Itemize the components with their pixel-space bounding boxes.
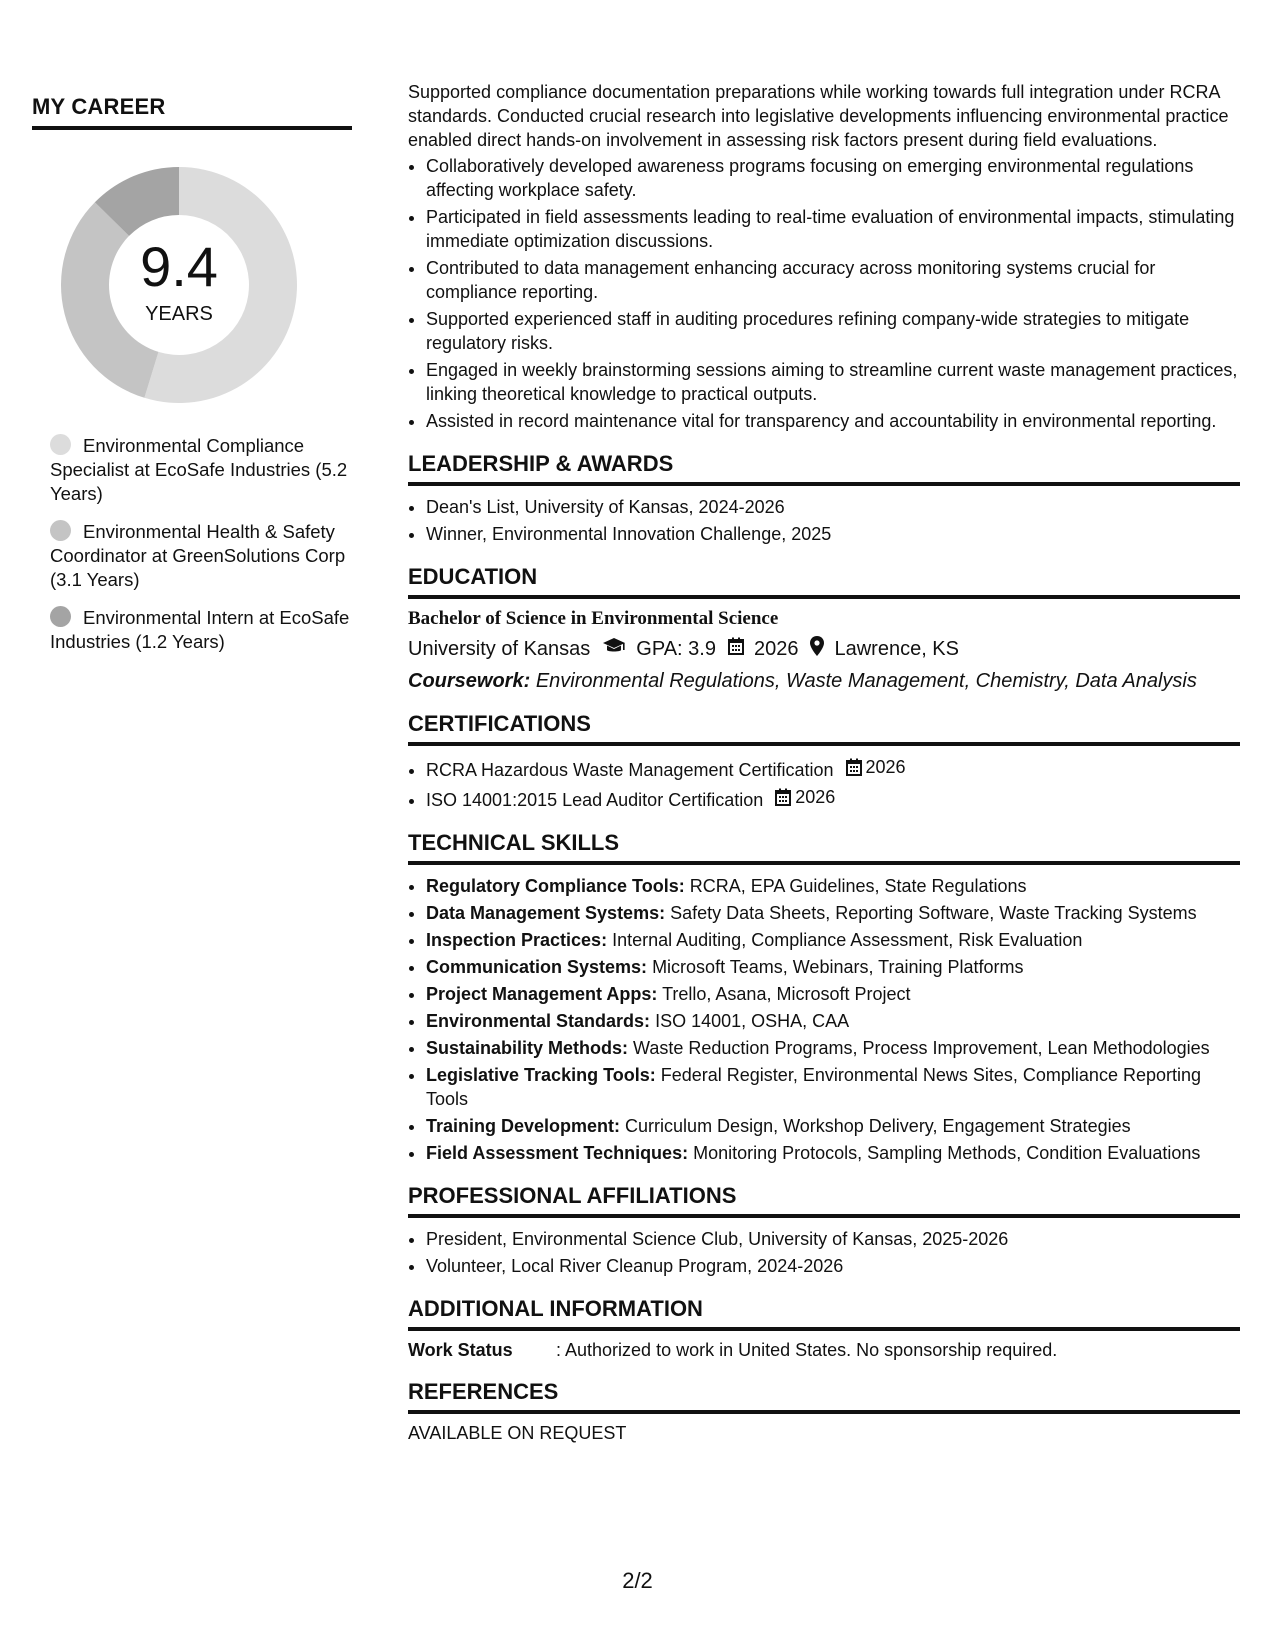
references-title: REFERENCES (408, 1379, 1240, 1414)
skill-value: RCRA, EPA Guidelines, State Regulations (689, 876, 1027, 896)
affiliations-list (408, 1227, 1240, 1278)
legend-dot (50, 434, 71, 455)
additional-title: ADDITIONAL INFORMATION (408, 1296, 1240, 1331)
skill-label: Communication Systems: (426, 957, 648, 977)
page-number: 2/2 (622, 1568, 653, 1593)
skill-value: Trello, Asana, Microsoft Project (662, 984, 911, 1004)
coursework (408, 670, 1240, 693)
legend-item (50, 606, 352, 654)
certification-date (775, 785, 835, 809)
certifications-title: CERTIFICATIONS (408, 711, 1240, 746)
skills-list (408, 874, 1240, 1165)
work-status-label: Work Status (408, 1340, 513, 1360)
location-pin-icon (810, 636, 824, 662)
education-title: EDUCATION (408, 564, 1240, 599)
leadership-section (408, 451, 1240, 546)
certification-name: ISO 14001:2015 Lead Auditor Certification (426, 790, 764, 810)
total-years-unit: YEARS (145, 302, 213, 325)
skill-item (426, 955, 1240, 979)
skill-label: Inspection Practices: (426, 930, 608, 950)
skill-value: Curriculum Design, Workshop Delivery, Engagement Strategies (625, 1116, 1131, 1136)
skill-label: Sustainability Methods: (426, 1038, 629, 1058)
skill-item (426, 1141, 1240, 1165)
career-donut-chart (54, 160, 304, 410)
affiliation-item: • Volunteer, Local River Cleanup Program, 2024-2026 (426, 1254, 1240, 1278)
legend-label: Environmental Compliance Specialist at EcoSafe Industries (5.2 Years) (50, 435, 348, 504)
additional-section (408, 1296, 1240, 1361)
skill-item (426, 1114, 1240, 1138)
experience-bullets (408, 154, 1240, 433)
legend-label: Environmental Intern at EcoSafe Industries (1.2 Years) (50, 607, 350, 652)
affiliation-item: • President, Environmental Science Club, University of Kansas, 2025-2026 (426, 1227, 1240, 1251)
references-section (408, 1379, 1240, 1444)
skill-label: Environmental Standards: (426, 1011, 651, 1031)
skill-value: ISO 14001, OSHA, CAA (655, 1011, 850, 1031)
experience-bullet: • Contributed to data management enhancing accuracy across monitoring systems crucial for compliance reporting. (426, 256, 1240, 304)
skill-item (426, 1063, 1240, 1111)
career-legend (50, 434, 352, 654)
legend-dot (50, 606, 71, 627)
skill-item (426, 1036, 1240, 1060)
skill-label: Regulatory Compliance Tools: (426, 876, 685, 896)
certification-item (426, 785, 1240, 812)
legend-dot (50, 520, 71, 541)
leadership-item: • Dean's List, University of Kansas, 2024-2026 (426, 495, 1240, 519)
experience-bullet: • Collaboratively developed awareness programs focusing on emerging environmental regulations affecting workplace safety. (426, 154, 1240, 202)
legend-item (50, 434, 352, 506)
skills-title: TECHNICAL SKILLS (408, 830, 1240, 865)
donut-center (54, 160, 304, 410)
leadership-list (408, 495, 1240, 546)
affiliations-title: PROFESSIONAL AFFILIATIONS (408, 1183, 1240, 1218)
certification-name: RCRA Hazardous Waste Management Certification (426, 760, 834, 780)
skill-value: Safety Data Sheets, Reporting Software, Waste Tracking Systems (670, 903, 1197, 923)
certifications-list (408, 755, 1240, 812)
grad-year: 2026 (753, 637, 799, 660)
legend-item (50, 520, 352, 592)
graduation-cap-icon (602, 637, 626, 661)
experience-bullet: • Assisted in record maintenance vital for transparency and accountability in environmental reporting. (426, 409, 1240, 433)
skill-value: Monitoring Protocols, Sampling Methods, Condition Evaluations (693, 1143, 1201, 1163)
leadership-item: • Winner, Environmental Innovation Challenge, 2025 (426, 522, 1240, 546)
career-sidebar (32, 94, 352, 668)
certification-date (846, 755, 906, 779)
references-text: AVAILABLE ON REQUEST (408, 1423, 627, 1443)
certification-year: 2026 (865, 757, 906, 777)
skill-value: Microsoft Teams, Webinars, Training Platforms (652, 957, 1024, 977)
skill-item (426, 982, 1240, 1006)
skill-value: Internal Auditing, Compliance Assessment, Risk Evaluation (612, 930, 1083, 950)
career-title: MY CAREER (32, 94, 352, 130)
affiliations-section (408, 1183, 1240, 1278)
experience-bullet: • Participated in field assessments leading to real-time evaluation of environmental impacts, stimulating immediate optimization discussions. (426, 205, 1240, 253)
calendar-icon (846, 758, 862, 776)
certification-year: 2026 (795, 787, 836, 807)
location: Lawrence, KS (834, 637, 959, 660)
certifications-section (408, 711, 1240, 812)
main-content (408, 80, 1240, 1444)
school: University of Kansas (408, 637, 591, 660)
experience-bullet: • Engaged in weekly brainstorming sessions aiming to streamline current waste management practices, linking theoretical knowledge to practical outputs. (426, 358, 1240, 406)
degree: Bachelor of Science in Environmental Science (408, 608, 779, 629)
skill-label: Training Development: (426, 1116, 621, 1136)
work-status-row (408, 1340, 1240, 1361)
education-details (408, 636, 1240, 662)
calendar-icon (728, 637, 744, 661)
leadership-title: LEADERSHIP & AWARDS (408, 451, 1240, 486)
education-section (408, 564, 1240, 693)
skill-value: Federal Register, Environmental News Sites, Compliance Reporting Tools (426, 1065, 1201, 1109)
skill-item (426, 901, 1240, 925)
total-years-value: 9.4 (140, 234, 218, 298)
skill-item (426, 928, 1240, 952)
gpa: GPA: 3.9 (636, 637, 716, 660)
skill-label: Project Management Apps: (426, 984, 658, 1004)
skill-label: Field Assessment Techniques: (426, 1143, 689, 1163)
coursework-list: Environmental Regulations, Waste Management, Chemistry, Data Analysis (535, 670, 1197, 692)
skill-value: Waste Reduction Programs, Process Improvement, Lean Methodologies (633, 1038, 1210, 1058)
coursework-label: Coursework: (408, 670, 531, 692)
experience-bullet: • Supported experienced staff in auditing procedures refining company-wide strategies to mitigate regulatory risks. (426, 307, 1240, 355)
work-status-value: : Authorized to work in United States. No sponsorship required. (556, 1340, 1058, 1360)
skill-label: Data Management Systems: (426, 903, 666, 923)
skills-section (408, 830, 1240, 1165)
skill-item (426, 874, 1240, 898)
skill-label: Legislative Tracking Tools: (426, 1065, 656, 1085)
experience-intro: Supported compliance documentation preparations while working towards full integration under RCRA standards. Conducted crucial research into legislative developments influencing environmental practice enabled direct hands-on involvement in assessing risk factors present during field evaluations. (408, 82, 1229, 150)
certification-item (426, 755, 1240, 782)
legend-label: Environmental Health & Safety Coordinator at GreenSolutions Corp (3.1 Years) (50, 521, 346, 590)
skill-item (426, 1009, 1240, 1033)
calendar-icon (775, 788, 791, 806)
